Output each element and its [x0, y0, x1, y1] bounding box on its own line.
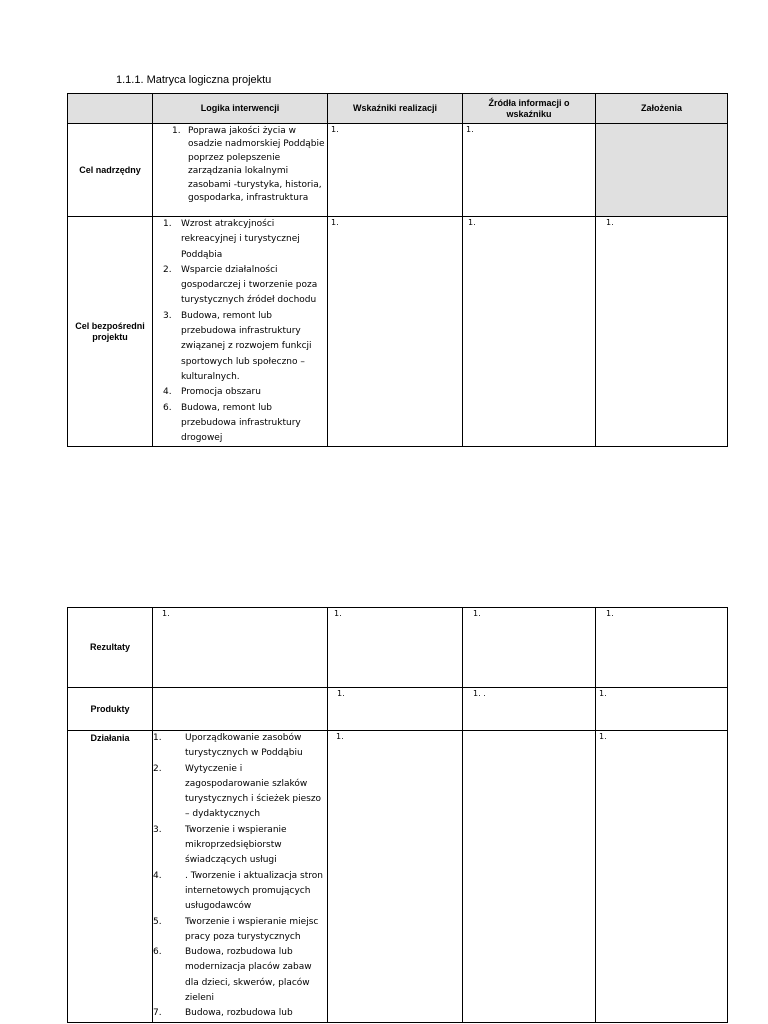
table-row — [68, 217, 728, 447]
list-item: 2. Wytyczenie i zagospodarowanie szlaków turystycznych i ścieżek pieszo – dydaktycznych — [153, 763, 322, 820]
results-source: 1. — [463, 608, 596, 688]
table-row — [68, 688, 728, 731]
list-item: 2. Wsparcie działalności gospodarczej i tworzenie poza turystycznych źródeł dochodu — [163, 264, 318, 306]
overall-goal-indicator: 1. — [328, 124, 463, 217]
results-assumption: 1. — [596, 608, 728, 688]
direct-goal-logic — [153, 217, 328, 447]
results-indicator: 1. — [328, 608, 463, 688]
direct-goal-assumption: 1. — [596, 217, 728, 447]
row-label-products: Produkty — [68, 688, 153, 731]
logic-matrix-table-top — [67, 93, 728, 447]
overall-goal-assumption — [596, 124, 728, 217]
header-row — [68, 94, 728, 124]
list-item: 5. Tworzenie i wspieranie miejsc pracy poza turystycznych — [153, 916, 319, 942]
table-row — [68, 124, 728, 217]
header-empty — [68, 94, 153, 124]
direct-goal-indicator: 1. — [328, 217, 463, 447]
overall-goal-list — [153, 124, 327, 205]
list-item: 4. Promocja obszaru — [163, 387, 261, 398]
row-label-overall-goal: Cel nadrzędny — [68, 124, 153, 217]
header-indicators: Wskaźniki realizacji — [328, 94, 463, 124]
list-item: 6. Budowa, remont lub przebudowa infrastruktury drogowej — [163, 402, 301, 444]
list-item: 4. . Tworzenie i aktualizacja stron internetowych promujących usługodawców — [153, 870, 323, 912]
list-item: 7. Budowa, rozbudowa lub — [153, 1008, 293, 1019]
products-source: 1. . — [463, 688, 596, 731]
header-assumptions: Założenia — [596, 94, 728, 124]
direct-goal-list — [153, 217, 327, 446]
list-item: 6. Budowa, rozbudowa lub modernizacja placów zabaw dla dzieci, skwerów, placów zieleni — [153, 947, 312, 1004]
activities-logic — [153, 731, 328, 1023]
results-logic: 1. — [153, 608, 328, 688]
row-label-direct-goal: Cel bezpośredni projektu — [68, 217, 153, 447]
section-title: 1.1.1. Matryca logiczna projektu — [116, 74, 272, 86]
direct-goal-source: 1. — [463, 217, 596, 447]
products-logic — [153, 688, 328, 731]
products-assumption: 1. — [596, 688, 728, 731]
activities-source — [463, 731, 596, 1023]
list-item: 1. Uporządkowanie zasobów turystycznych w Poddąbiu — [153, 733, 303, 759]
table-row — [68, 731, 728, 1023]
row-label-activities: Działania — [68, 731, 153, 1023]
table-row — [68, 608, 728, 688]
row-label-results: Rezultaty — [68, 608, 153, 688]
logic-matrix-table-bottom — [67, 607, 728, 1023]
products-indicator: 1. — [328, 688, 463, 731]
activities-list — [153, 731, 327, 1022]
list-item: 1. Wzrost atrakcyjności rekreacyjnej i turystycznej Poddąbia — [163, 219, 300, 260]
overall-goal-source: 1. — [463, 124, 596, 217]
list-item: 1. Poprawa jakości życia w osadzie nadmorskiej Poddąbie poprzez polepszenie zarządzania lokalnymi zasobami -turystyka, historia, gospodarka, infrastruktura — [172, 126, 325, 204]
header-sources: Źródła informacji o wskaźniku — [463, 94, 596, 124]
overall-goal-logic — [153, 124, 328, 217]
list-item: 3. Tworzenie i wspieranie mikroprzedsiębiorstw świadczących usługi — [153, 824, 287, 866]
list-item: 3. Budowa, remont lub przebudowa infrastruktury związanej z rozwojem funkcji sportowych lub społeczno – kulturalnych. — [163, 310, 312, 382]
activities-assumption: 1. — [596, 731, 728, 1023]
activities-indicator: 1. — [328, 731, 463, 1023]
header-intervention-logic: Logika interwencji — [153, 94, 328, 124]
